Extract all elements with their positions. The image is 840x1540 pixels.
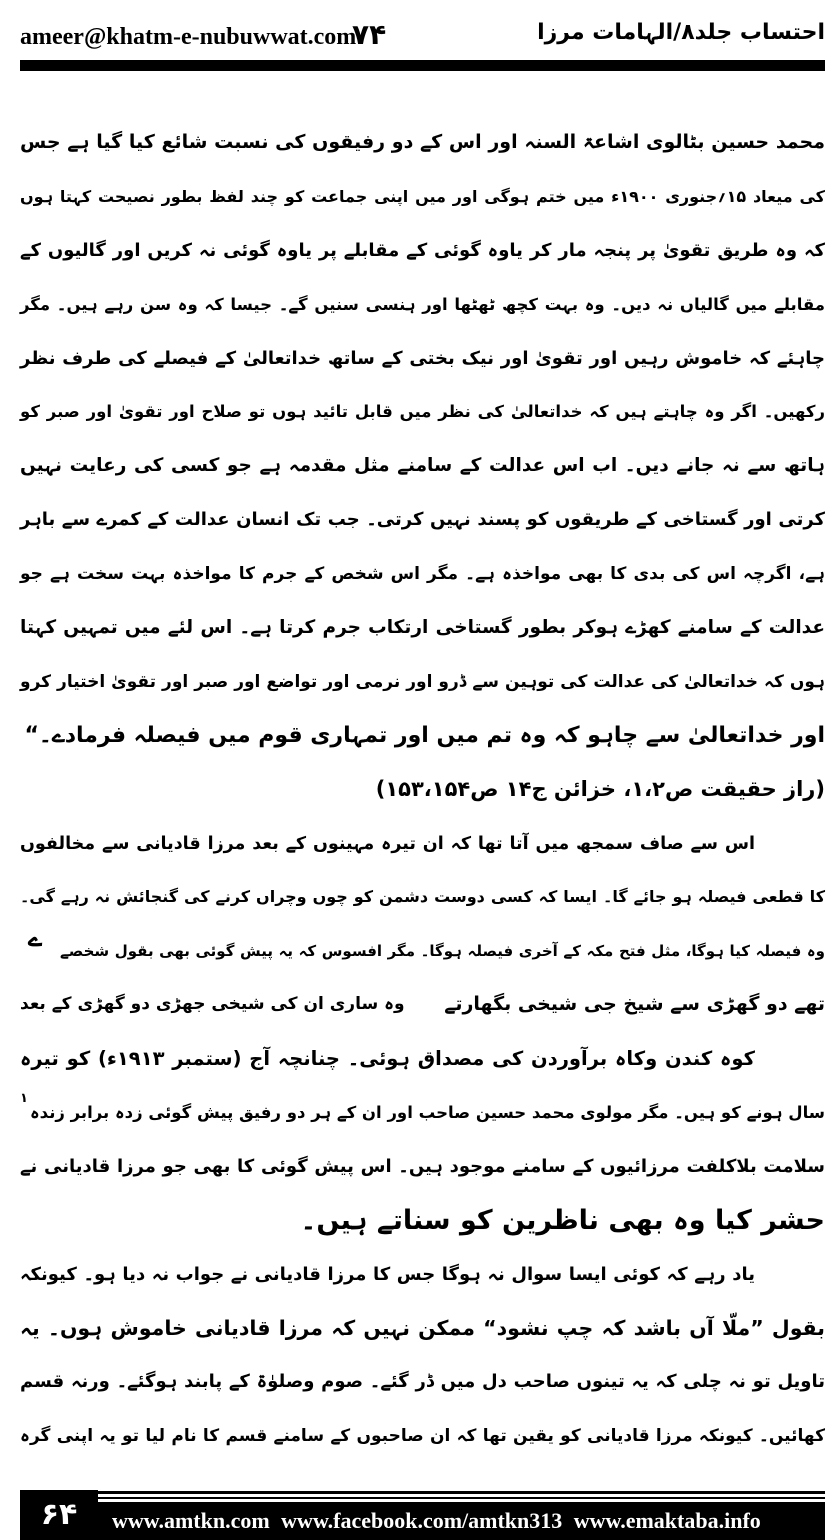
text-line: اور خداتعالیٰ سے چاہو کہ وہ تم میں اور تمہاری قوم میں فیصلہ فرمادے۔“ <box>24 722 825 748</box>
text-line: سال ہونے کو ہیں۔ مگر مولوی محمد حسین صاحب اور ان کے ہر دو رفیق پیش گوئی زدہ برابر زندہ ۱ <box>20 1086 825 1140</box>
text-line: رکھیں۔ اگر وہ چاہتے ہیں کہ خداتعالیٰ کی نظر میں قابل تائید ہوں تو صلاح اور تقویٰ اور صبر کو <box>20 402 825 422</box>
text-line: وہ فیصلہ کیا ہوگا، مثل فتح مکہ کے آخری فیصلہ ہوگا۔ مگر افسوس کہ یہ پیش گوئی بھی بقول شخصے ے <box>20 924 825 978</box>
header-email: ameer@khatm-e-nubuwwat.com <box>20 24 357 50</box>
text-line: سلامت بلاکلفت مرزائیوں کے سامنے موجود ہیں۔ اس پیش گوئی کا بھی جو مرزا قادیانی نے <box>20 1155 825 1177</box>
text-line: یاد رہے کہ کوئی ایسا سوال نہ ہوگا جس کا مرزا قادیانی نے جواب نہ دیا ہو۔ کیونکہ <box>20 1263 755 1285</box>
text-line: تاویل تو نہ چلی کہ یہ تینوں صاحب دل میں ڈر گئے۔ صوم وصلوٰۃ کے پابند ہوگئے۔ ورنہ قسم <box>20 1371 825 1393</box>
text-line: عدالت کے سامنے کھڑے ہوکر بطور گستاخی ارتکاب جرم کرتا ہے۔ اس لئے میں تمہیں کہتا <box>20 617 825 639</box>
footnote-mark: ۱ <box>20 1091 28 1107</box>
text-line: کھائیں۔ کیونکہ مرزا قادیانی کو یقین تھا کہ ان صاحبوں کے سامنے قسم کا نام لیا تو یہ اپنی گرہ <box>20 1426 825 1447</box>
text-line: اس سے صاف سمجھ میں آتا تھا کہ ان تیرہ مہینوں کے بعد مرزا قادیانی سے مخالفوں <box>20 833 755 854</box>
text-line: کہ وہ طریق تقویٰ پر پنجہ مار کر یاوہ گوئی کے مقابلے پر یاوہ گوئی نہ کریں اور گالیوں کے <box>20 239 825 261</box>
text-line: محمد حسین بٹالوی اشاعۃ السنہ اور اس کے دو رفیقوں کی نسبت شائع کیا گیا ہے جس <box>20 131 825 153</box>
couplet <box>20 978 825 1032</box>
text-line: کوہ کندن وکاہ برآوردن کی مصداق ہوئی۔ چنانچہ آج (ستمبر ۱۹۱۳ء) کو تیرہ <box>20 1047 755 1071</box>
text-line: بقول ”ملّا آں باشد کہ چپ نشود“ ممکن نہیں کہ مرزا قادیانی خاموش ہوں۔ یہ <box>20 1315 825 1340</box>
text-line: کی میعاد ۱۵؍جنوری ۱۹۰۰ء میں ختم ہوگی اور میں اپنی جماعت کو چند لفظ بطور نصیحت کہتا ہوں <box>20 186 825 206</box>
poetry-mark: ے <box>28 924 43 953</box>
page-header <box>20 18 825 58</box>
footer-rule <box>98 1497 825 1499</box>
text-line: حشر کیا وہ بھی ناظرین کو سناتے ہیں۔ <box>300 1204 825 1236</box>
footer-links: www.amtkn.com www.facebook.com/amtkn313 www.emaktaba.info <box>98 1502 825 1540</box>
header-book-title: احتساب جلد۸/الہامات مرزا <box>537 20 825 45</box>
text-line: ہوں کہ خداتعالیٰ کی عدالت کی توہین سے ڈرو اور نرمی اور تواضع اور صبر اور تقویٰ اختیار کرو <box>20 671 825 692</box>
footer-page-number: ۶۴ <box>20 1490 98 1540</box>
couplet-second-hemistich: وہ ساری ان کی شیخی جھڑی دو گھڑی کے بعد <box>20 994 405 1015</box>
header-rule <box>20 60 825 71</box>
text-line: ہے، اگرچہ اس کی بدی کا بھی مواخذہ ہے۔ مگر اس شخص کے جرم کا مواخذہ بہت سخت ہے جو <box>20 564 825 585</box>
footer-rule <box>98 1491 825 1494</box>
citation-reference: (راز حقیقت ص۱،۲، خزائن ج۱۴ ص۱۵۳،۱۵۴) <box>375 776 825 801</box>
couplet-first-hemistich: تھے دو گھڑی سے شیخ جی شیخی بگھارتے <box>444 993 825 1016</box>
text-line: کا قطعی فیصلہ ہو جائے گا۔ ایسا کہ کسی دوست دشمن کو چوں وچراں کرنے کی گنجائش نہ رہے گی۔ <box>20 887 825 907</box>
page-body <box>20 116 825 1463</box>
text-line: چاہئے کہ خاموش رہیں اور تقویٰ اور نیک بختی کے ساتھ خداتعالیٰ کے فیصلے کی طرف نظر <box>20 347 825 369</box>
text-line: مقابلے میں گالیاں نہ دیں۔ وہ بہت کچھ ٹھٹھا اور ہنسی سنیں گے۔ جیسا کہ وہ سن رہے ہیں۔ مگر <box>20 294 825 314</box>
text-line: ہاتھ سے نہ جانے دیں۔ اب اس عدالت کے سامنے مثل مقدمہ ہے جو کسی کی رعایت نہیں <box>20 455 825 477</box>
header-page-number: ۷۴ <box>352 18 387 51</box>
text-line: کرتی اور گستاخی کے طریقوں کو پسند نہیں کرتی۔ جب تک انسان عدالت کے کمرے سے باہر <box>20 509 825 531</box>
